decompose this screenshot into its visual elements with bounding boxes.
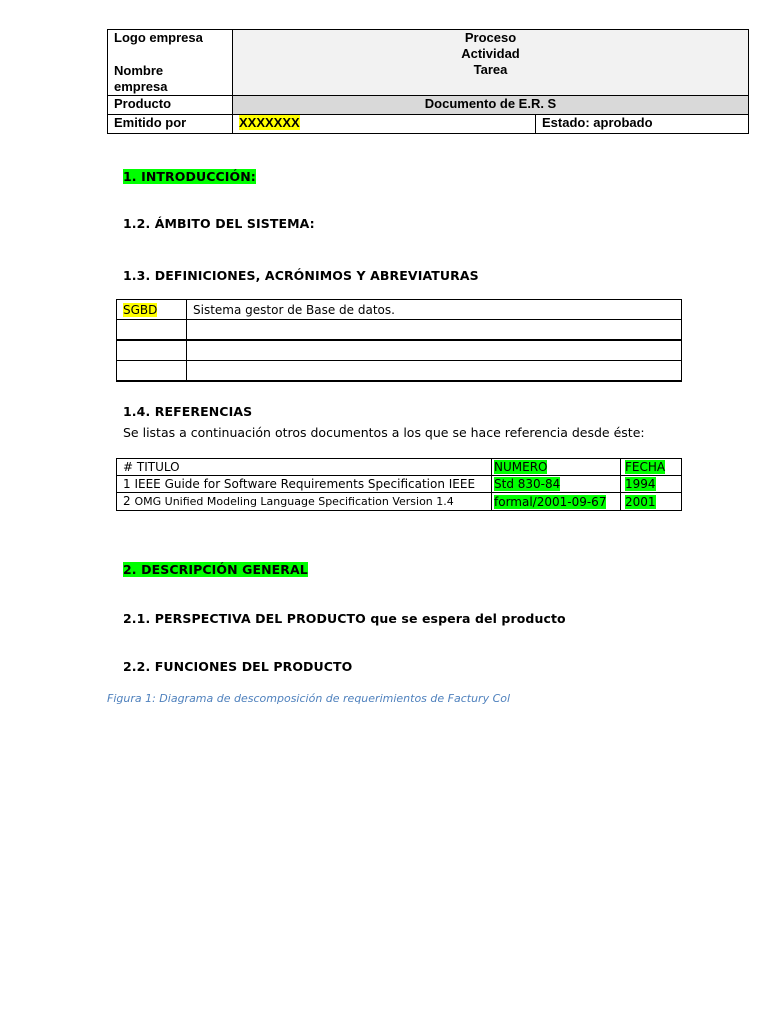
section-2-2-heading: 2.2. FUNCIONES DEL PRODUCTO — [123, 659, 353, 674]
section-2-heading: 2. DESCRIPCIÓN GENERAL — [123, 562, 308, 577]
reference-title: OMG Unified Modeling Language Specification Version 1.4 — [134, 495, 454, 508]
definition-term-cell — [117, 300, 187, 320]
reference-num: 1 — [123, 477, 131, 491]
table-row — [117, 300, 682, 320]
reference-numero: formal/2001-09-67 — [494, 494, 607, 509]
reference-fecha: 1994 — [625, 477, 656, 491]
tarea-label: Tarea — [473, 62, 508, 77]
definition-text: Sistema gestor de Base de datos. — [187, 300, 682, 320]
producto-label: Producto — [108, 96, 233, 115]
references-intro-text: Se listas a continuación otros documentos a los que se hace referencia desde éste: — [123, 425, 645, 440]
company-label-2: empresa — [114, 79, 168, 94]
reference-numero: Std 830-84 — [494, 477, 561, 491]
section-1-heading: 1. INTRODUCCIÓN: — [123, 169, 256, 184]
col-header-numero: NUMERO — [494, 460, 548, 474]
table-row — [117, 493, 682, 511]
table-row — [117, 340, 682, 361]
section-1-4-heading: 1.4. REFERENCIAS — [123, 404, 253, 419]
reference-fecha-cell — [621, 493, 682, 511]
reference-fecha: 2001 — [625, 494, 656, 509]
actividad-label: Actividad — [461, 46, 520, 61]
definition-term: SGBD — [123, 302, 158, 317]
table-row — [117, 361, 682, 382]
estado-label: Estado: aprobado — [536, 115, 749, 134]
company-label: Nombre — [114, 63, 164, 78]
reference-title-cell — [117, 476, 492, 493]
document-header-table — [107, 29, 749, 134]
proceso-label: Proceso — [464, 30, 517, 45]
table-row — [117, 476, 682, 493]
section-1-3-heading: 1.3. DEFINICIONES, ACRÓNIMOS Y ABREVIATURAS — [123, 268, 479, 283]
references-table — [116, 458, 682, 511]
emitido-value-cell — [233, 115, 536, 134]
definitions-table — [116, 299, 682, 382]
reference-numero-cell — [492, 476, 621, 493]
documento-title: Documento de E.R. S — [233, 96, 749, 115]
col-header-fecha: FECHA — [625, 460, 666, 474]
figure-caption: Figura 1: Diagrama de descomposición de requerimientos de Factury Col — [107, 692, 511, 705]
section-1-2-heading: 1.2. ÁMBITO DEL SISTEMA: — [123, 216, 315, 231]
reference-num: 2 — [123, 494, 131, 508]
emitido-value: XXXXXXX — [239, 115, 300, 130]
reference-title: IEEE Guide for Software Requirements Specification IEEE — [134, 477, 476, 491]
table-header-row — [117, 459, 682, 476]
logo-label: Logo empresa — [114, 30, 203, 45]
table-row — [117, 320, 682, 341]
process-cell — [233, 30, 749, 96]
section-2-1-heading: 2.1. PERSPECTIVA DEL PRODUCTO que se espera del producto — [123, 611, 566, 626]
col-header-numero-cell — [492, 459, 621, 476]
emitido-label: Emitido por — [108, 115, 233, 134]
col-header-titulo: # TITULO — [117, 459, 492, 476]
col-header-fecha-cell — [621, 459, 682, 476]
reference-numero-cell — [492, 493, 621, 511]
reference-title-cell — [117, 493, 492, 511]
reference-fecha-cell — [621, 476, 682, 493]
logo-company-cell — [108, 30, 233, 96]
